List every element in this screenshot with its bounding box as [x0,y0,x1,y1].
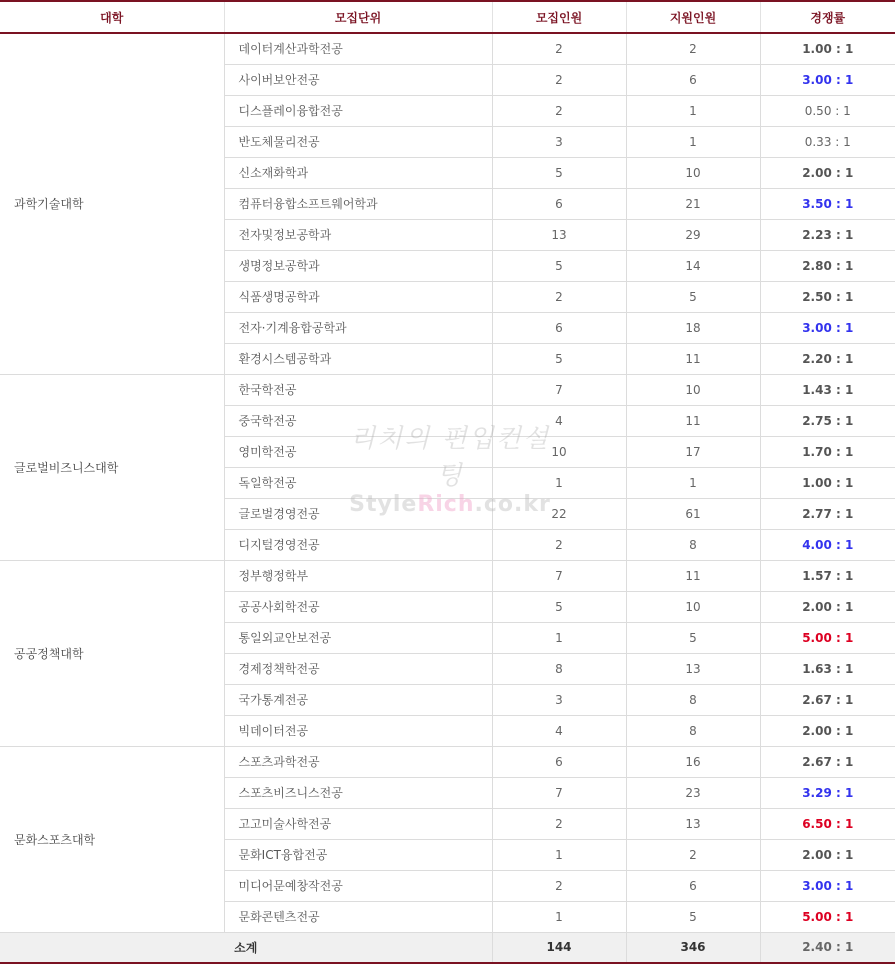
quota-cell: 1 [492,622,626,653]
watermark-url-part: Style [349,492,418,517]
applicants-cell: 18 [626,312,760,343]
applicants-cell: 1 [626,467,760,498]
applicants-cell: 6 [626,64,760,95]
ratio-cell: 3.00 : 1 [760,312,895,343]
quota-cell: 2 [492,33,626,64]
applicants-cell: 2 [626,33,760,64]
ratio-cell: 2.75 : 1 [760,405,895,436]
applicants-cell: 10 [626,374,760,405]
ratio-cell: 1.00 : 1 [760,33,895,64]
applicants-cell: 17 [626,436,760,467]
unit-cell: 식품생명공학과 [224,281,492,312]
quota-cell: 7 [492,374,626,405]
unit-cell: 영미학전공 [224,436,492,467]
unit-cell: 고고미술사학전공 [224,808,492,839]
ratio-cell: 1.00 : 1 [760,467,895,498]
ratio-cell: 5.00 : 1 [760,622,895,653]
applicants-cell: 1 [626,95,760,126]
ratio-cell: 2.00 : 1 [760,839,895,870]
unit-cell: 환경시스템공학과 [224,343,492,374]
unit-cell: 경제정책학전공 [224,653,492,684]
ratio-cell: 2.67 : 1 [760,746,895,777]
header-ratio: 경쟁률 [760,1,895,33]
ratio-cell: 2.80 : 1 [760,250,895,281]
ratio-cell: 3.50 : 1 [760,188,895,219]
college-cell: 공공정책대학 [0,560,224,746]
applicants-cell: 5 [626,901,760,932]
quota-cell: 6 [492,746,626,777]
table-row [0,560,895,591]
applicants-cell: 16 [626,746,760,777]
header-quota: 모집인원 [492,1,626,33]
quota-cell: 7 [492,777,626,808]
quota-cell: 2 [492,529,626,560]
ratio-cell: 0.33 : 1 [760,126,895,157]
ratio-cell: 3.29 : 1 [760,777,895,808]
college-cell: 글로벌비즈니스대학 [0,374,224,560]
applicants-cell: 11 [626,405,760,436]
quota-cell: 3 [492,126,626,157]
applicants-cell: 29 [626,219,760,250]
quota-cell: 2 [492,64,626,95]
quota-cell: 1 [492,901,626,932]
unit-cell: 문화콘텐츠전공 [224,901,492,932]
applicants-cell: 8 [626,715,760,746]
table-row [0,33,895,64]
college-cell: 문화스포츠대학 [0,746,224,932]
watermark-url-part: .co.kr [474,492,551,517]
unit-cell: 한국학전공 [224,374,492,405]
table-body [0,33,895,932]
quota-cell: 2 [492,808,626,839]
quota-cell: 5 [492,591,626,622]
total-applicants: 346 [626,932,760,963]
unit-cell: 반도체물리전공 [224,126,492,157]
ratio-cell: 1.63 : 1 [760,653,895,684]
ratio-cell: 4.00 : 1 [760,529,895,560]
ratio-cell: 1.70 : 1 [760,436,895,467]
quota-cell: 7 [492,560,626,591]
unit-cell: 디지털경영전공 [224,529,492,560]
quota-cell: 2 [492,870,626,901]
unit-cell: 국가통계전공 [224,684,492,715]
unit-cell: 사이버보안전공 [224,64,492,95]
applicants-cell: 8 [626,684,760,715]
quota-cell: 8 [492,653,626,684]
unit-cell: 전자및정보공학과 [224,219,492,250]
ratio-cell: 1.57 : 1 [760,560,895,591]
quota-cell: 22 [492,498,626,529]
unit-cell: 데이터계산과학전공 [224,33,492,64]
total-quota: 144 [492,932,626,963]
ratio-cell: 2.00 : 1 [760,591,895,622]
quota-cell: 5 [492,250,626,281]
unit-cell: 스포츠비즈니스전공 [224,777,492,808]
quota-cell: 2 [492,281,626,312]
applicants-cell: 13 [626,808,760,839]
college-cell: 과학기술대학 [0,33,224,374]
unit-cell: 미디어문예창작전공 [224,870,492,901]
header-college: 대학 [0,1,224,33]
ratio-cell: 2.50 : 1 [760,281,895,312]
applicants-cell: 10 [626,591,760,622]
applicants-cell: 2 [626,839,760,870]
quota-cell: 4 [492,715,626,746]
ratio-cell: 3.00 : 1 [760,64,895,95]
quota-cell: 3 [492,684,626,715]
unit-cell: 생명정보공학과 [224,250,492,281]
unit-cell: 스포츠과학전공 [224,746,492,777]
applicants-cell: 23 [626,777,760,808]
ratio-cell: 3.00 : 1 [760,870,895,901]
applicants-cell: 6 [626,870,760,901]
applicants-cell: 13 [626,653,760,684]
quota-cell: 6 [492,312,626,343]
quota-cell: 2 [492,95,626,126]
unit-cell: 문화ICT융합전공 [224,839,492,870]
quota-cell: 4 [492,405,626,436]
applicants-cell: 14 [626,250,760,281]
total-row [0,932,895,963]
applicants-cell: 11 [626,343,760,374]
unit-cell: 중국학전공 [224,405,492,436]
applicants-cell: 8 [626,529,760,560]
ratio-cell: 2.67 : 1 [760,684,895,715]
header-unit: 모집단위 [224,1,492,33]
unit-cell: 공공사회학전공 [224,591,492,622]
unit-cell: 독일학전공 [224,467,492,498]
applicants-cell: 5 [626,281,760,312]
watermark-url-part: Rich [417,492,475,517]
unit-cell: 글로벌경영전공 [224,498,492,529]
quota-cell: 6 [492,188,626,219]
unit-cell: 정부행정학부 [224,560,492,591]
applicants-cell: 21 [626,188,760,219]
ratio-cell: 5.00 : 1 [760,901,895,932]
unit-cell: 빅데이터전공 [224,715,492,746]
unit-cell: 컴퓨터융합소프트웨어학과 [224,188,492,219]
applicants-cell: 61 [626,498,760,529]
ratio-cell: 2.77 : 1 [760,498,895,529]
applicants-cell: 5 [626,622,760,653]
unit-cell: 디스플레이융합전공 [224,95,492,126]
table-row [0,746,895,777]
applicants-cell: 10 [626,157,760,188]
header-applicants: 지원인원 [626,1,760,33]
quota-cell: 5 [492,157,626,188]
header-row [0,1,895,33]
ratio-cell: 0.50 : 1 [760,95,895,126]
quota-cell: 10 [492,436,626,467]
ratio-cell: 6.50 : 1 [760,808,895,839]
quota-cell: 13 [492,219,626,250]
watermark-text: 리치의 편입컨설팅 [349,424,551,491]
quota-cell: 1 [492,839,626,870]
ratio-cell: 1.43 : 1 [760,374,895,405]
applicants-cell: 11 [626,560,760,591]
unit-cell: 신소재화학과 [224,157,492,188]
quota-cell: 5 [492,343,626,374]
total-ratio: 2.40 : 1 [760,932,895,963]
ratio-cell: 2.00 : 1 [760,157,895,188]
ratio-cell: 2.00 : 1 [760,715,895,746]
quota-cell: 1 [492,467,626,498]
ratio-cell: 2.23 : 1 [760,219,895,250]
table-row [0,374,895,405]
applicants-cell: 1 [626,126,760,157]
unit-cell: 전자·기계융합공학과 [224,312,492,343]
total-label: 소계 [0,932,492,963]
unit-cell: 통일외교안보전공 [224,622,492,653]
ratio-cell: 2.20 : 1 [760,343,895,374]
